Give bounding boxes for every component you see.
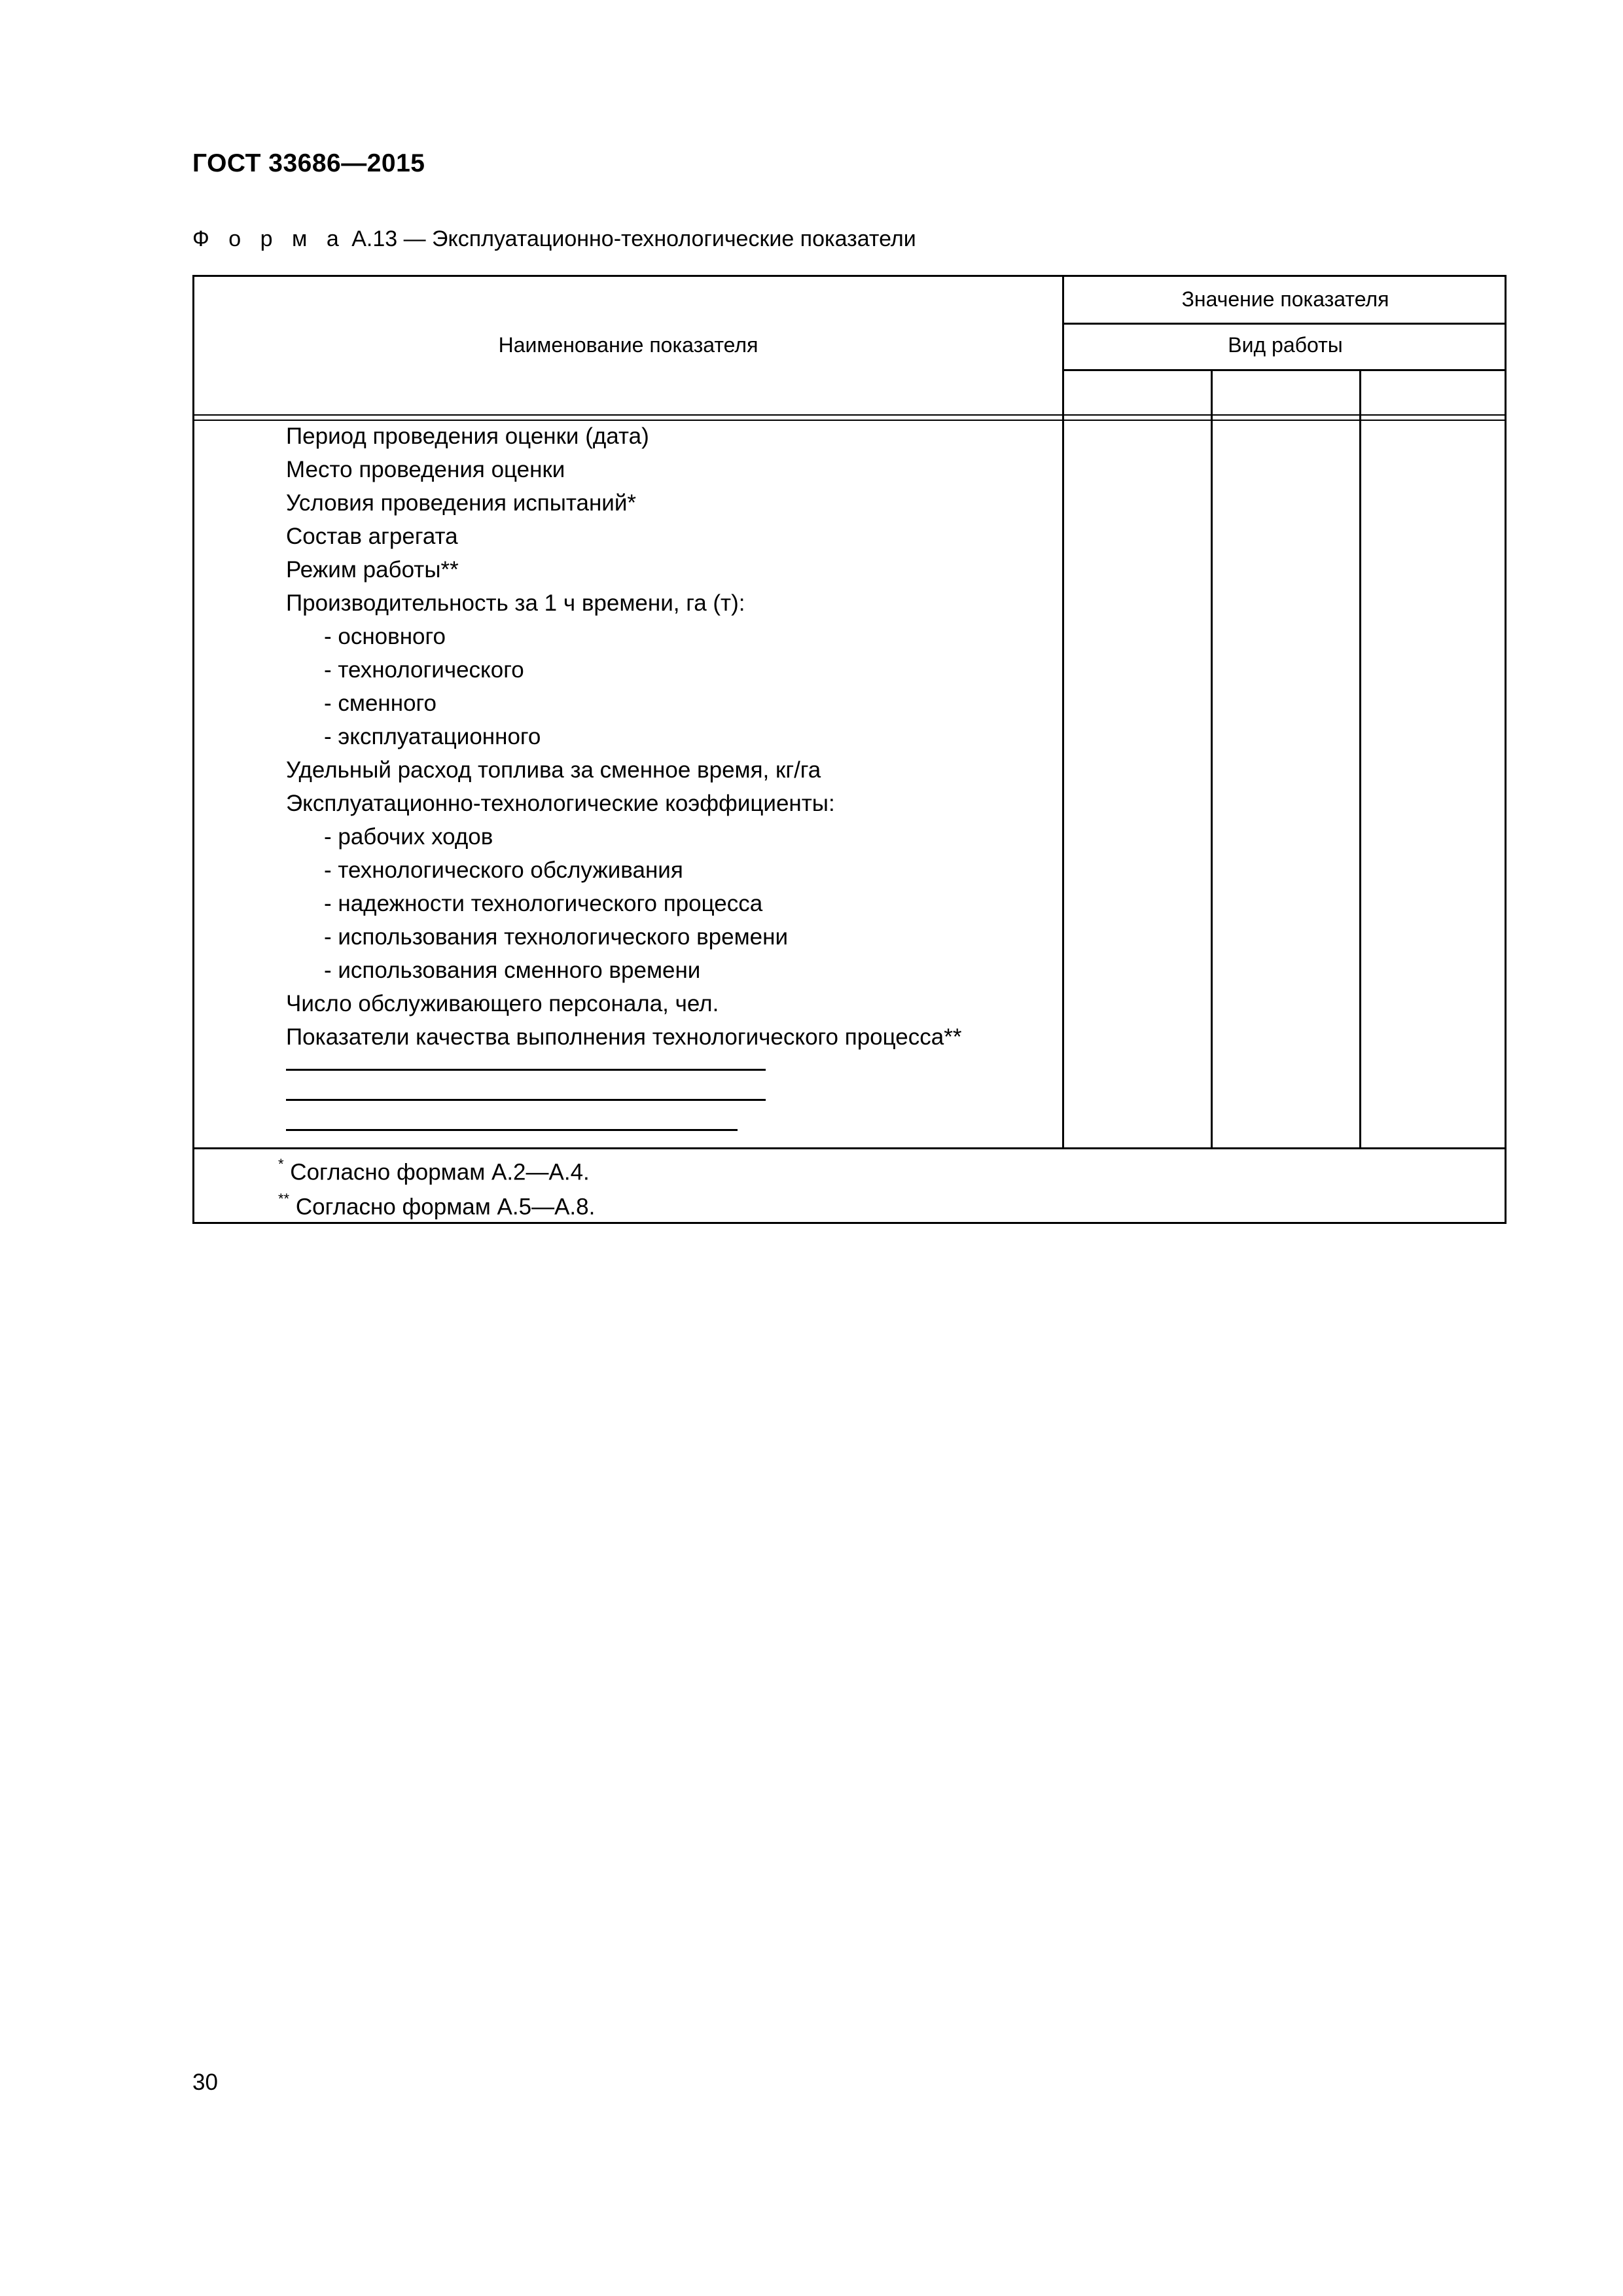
- blank-fill-line: [286, 1069, 766, 1071]
- table-row: - рабочих ходов: [324, 824, 493, 850]
- table-row: - эксплуатационного: [324, 724, 541, 749]
- table-row: Эксплуатационно-технологические коэффициенты:: [286, 791, 835, 816]
- column-header-name: Наименование показателя: [498, 333, 758, 357]
- table-row: Удельный расход топлива за сменное время, кг/га: [286, 757, 821, 783]
- form-caption-text: А.13 — Эксплуатационно-технологические показатели: [351, 226, 916, 251]
- header-divider-work: [1062, 369, 1507, 371]
- page-number: 30: [192, 2070, 218, 2095]
- notes-divider: [194, 1147, 1507, 1149]
- column-divider-name: [1062, 277, 1064, 1147]
- column-divider-1: [1211, 370, 1213, 1147]
- table-row: - использования технологического времени: [324, 924, 789, 950]
- table-row: Режим работы**: [286, 557, 459, 583]
- table-footnotes: [278, 1153, 595, 1221]
- table-row: - надежности технологического процесса: [324, 891, 763, 916]
- blank-fill-line: [286, 1099, 766, 1101]
- table-row: Производительность за 1 ч времени, га (т):: [286, 590, 745, 616]
- indicators-table: [192, 275, 1507, 1224]
- header-bottom-line-1: [194, 414, 1507, 416]
- footnote: * Согласно формам А.2—А.4.: [278, 1156, 590, 1185]
- table-row: - технологического: [324, 657, 524, 683]
- table-row: Условия проведения испытаний*: [286, 490, 637, 516]
- table-row: Число обслуживающего персонала, чел.: [286, 991, 719, 1016]
- header-divider-value: [1062, 323, 1507, 325]
- table-row: - основного: [324, 624, 446, 649]
- table-row: Место проведения оценки: [286, 457, 565, 482]
- table-row: - сменного: [324, 691, 437, 716]
- column-header-value: Значение показателя: [1181, 287, 1389, 311]
- table-row: Состав агрегата: [286, 524, 458, 549]
- indicator-list: [286, 420, 961, 1054]
- table-row: - использования сменного времени: [324, 958, 701, 983]
- table-row: Показатели качества выполнения технологического процесса**: [286, 1024, 962, 1050]
- column-header-work: Вид работы: [1228, 333, 1343, 357]
- column-divider-2: [1359, 370, 1361, 1147]
- document-id: ГОСТ 33686—2015: [192, 149, 425, 177]
- table-row: Период проведения оценки (дата): [286, 423, 649, 449]
- blank-fill-line: [286, 1129, 738, 1131]
- footnote: ** Согласно формам А.5—А.8.: [278, 1190, 596, 1220]
- form-caption-prefix: Ф о р м а: [192, 226, 346, 251]
- form-caption: [192, 226, 916, 252]
- table-row: - технологического обслуживания: [324, 857, 683, 883]
